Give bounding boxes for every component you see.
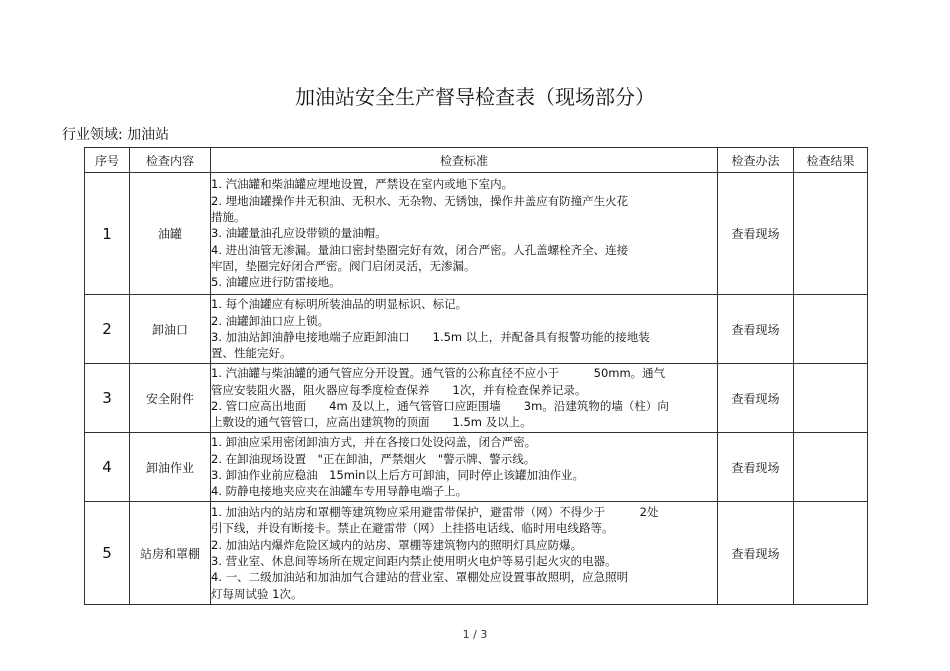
row-result	[794, 433, 868, 502]
header-standard: 检查标准	[211, 148, 718, 173]
standard-line: 3. 卸油作业前应稳油 15min以上后方可卸油，同时停止该罐加油作业。	[211, 468, 584, 482]
row-number: 5	[85, 502, 130, 605]
industry-label: 行业领域:	[62, 127, 123, 143]
standard-line: 牢固，垫圈完好闭合严密。阀门启闭灵活，无渗漏。	[211, 258, 476, 273]
row-result	[794, 364, 868, 433]
standard-line: 4. 防静电接地夹应夹在油罐车专用导静电端子上。	[211, 484, 468, 499]
row-number: 2	[85, 295, 130, 364]
standard-line: 1. 加油站内的站房和罩棚等建筑物应采用避雷带保护，避雷带（网）不得少于 2处	[211, 505, 659, 520]
row-result	[794, 502, 868, 605]
row-number: 4	[85, 433, 130, 502]
industry-line	[62, 126, 169, 144]
standard-line: 3. 加油站卸油静电接地端子应距卸油口 1.5m 以上，并配备具有报警功能的接地装	[211, 330, 650, 344]
row-standard	[211, 364, 718, 433]
header-method: 检查办法	[718, 148, 794, 173]
row-method: 查看现场	[718, 433, 794, 502]
standard-line: 1. 卸油应采用密闭卸油方式，并在各接口处设闷盖，闭合严密。	[211, 435, 537, 450]
standard-line: 措施。	[211, 210, 246, 225]
row-standard	[211, 433, 718, 502]
header-result: 检查结果	[794, 148, 868, 173]
row-method: 查看现场	[718, 502, 794, 605]
standard-line: 管应安装阻火器，阻火器应每季度检查保养 1次，并有检查保养记录。	[211, 382, 587, 397]
row-number: 3	[85, 364, 130, 433]
standard-line: 5. 油罐应进行防雷接地。	[211, 275, 341, 290]
standard-line: 1. 每个油罐应有标明所装油品的明显标识、标记。	[211, 297, 468, 312]
standard-line: 引下线，并设有断接卡。禁止在避雷带（网）上挂搭电话线、临时用电线路等。	[211, 521, 614, 536]
page-number: 1 / 3	[462, 628, 488, 641]
row-standard	[211, 295, 718, 364]
standard-line: 2. 加油站内爆炸危险区域内的站房、罩棚等建筑物内的照明灯具应防爆。	[211, 537, 583, 552]
standard-line: 4. 进出油管无渗漏。量油口密封垫圈完好有效，闭合严密。人孔盖螺栓齐全、连接	[211, 242, 629, 257]
row-item: 安全附件	[130, 364, 211, 433]
header-seq: 序号	[85, 148, 130, 173]
row-item: 站房和罩棚	[130, 502, 211, 605]
standard-line: 置、性能完好。	[211, 346, 292, 361]
standard-line: 灯每周试验 1次。	[211, 586, 303, 601]
row-result	[794, 173, 868, 295]
row-item: 油罐	[130, 173, 211, 295]
table-row	[85, 502, 868, 605]
standard-line: 上敷设的通气管管口，应高出建筑物的顶面 1.5m 及以上。	[211, 415, 532, 430]
table-row	[85, 295, 868, 364]
standard-line: 2. 埋地油罐操作井无积油、无积水、无杂物、无锈蚀，操作井盖应有防撞产生火花	[211, 193, 629, 208]
standard-line: 1. 汽油罐和柴油罐应埋地设置，严禁设在室内或地下室内。	[211, 177, 514, 192]
inspection-table	[84, 147, 868, 605]
row-standard	[211, 173, 718, 295]
header-content: 检查内容	[130, 148, 211, 173]
table-header-row	[85, 148, 868, 173]
standard-line: 2. 在卸油现场设置 "正在卸油，严禁烟火 "警示牌、警示线。	[211, 451, 536, 466]
row-item: 卸油口	[130, 295, 211, 364]
standard-line: 2. 油罐卸油口应上锁。	[211, 313, 330, 328]
row-result	[794, 295, 868, 364]
page-title: 加油站安全生产督导检查表（现场部分）	[295, 85, 655, 109]
table-row	[85, 364, 868, 433]
standard-line: 4. 一、二级加油站和加油加气合建站的营业室、罩棚处应设置事故照明，应急照明	[211, 570, 629, 585]
table-row	[85, 433, 868, 502]
row-method: 查看现场	[718, 173, 794, 295]
row-number: 1	[85, 173, 130, 295]
industry-value: 加油站	[127, 127, 170, 143]
standard-line: 3. 营业室、休息间等场所在规定间距内禁止使用明火电炉等易引起火灾的电器。	[211, 554, 617, 568]
row-method: 查看现场	[718, 364, 794, 433]
table-row	[85, 173, 868, 295]
row-item: 卸油作业	[130, 433, 211, 502]
standard-line: 3. 油罐量油孔应设带锁的量油帽。	[211, 226, 387, 241]
standard-line: 2. 管口应高出地面 4m 及以上，通气管管口应距围墙 3m。沿建筑物的墙（柱）向	[211, 399, 669, 413]
standard-line: 1. 汽油罐与柴油罐的通气管应分开设置。通气管的公称直径不应小于 50mm。通气	[211, 366, 666, 381]
row-standard	[211, 502, 718, 605]
row-method: 查看现场	[718, 295, 794, 364]
